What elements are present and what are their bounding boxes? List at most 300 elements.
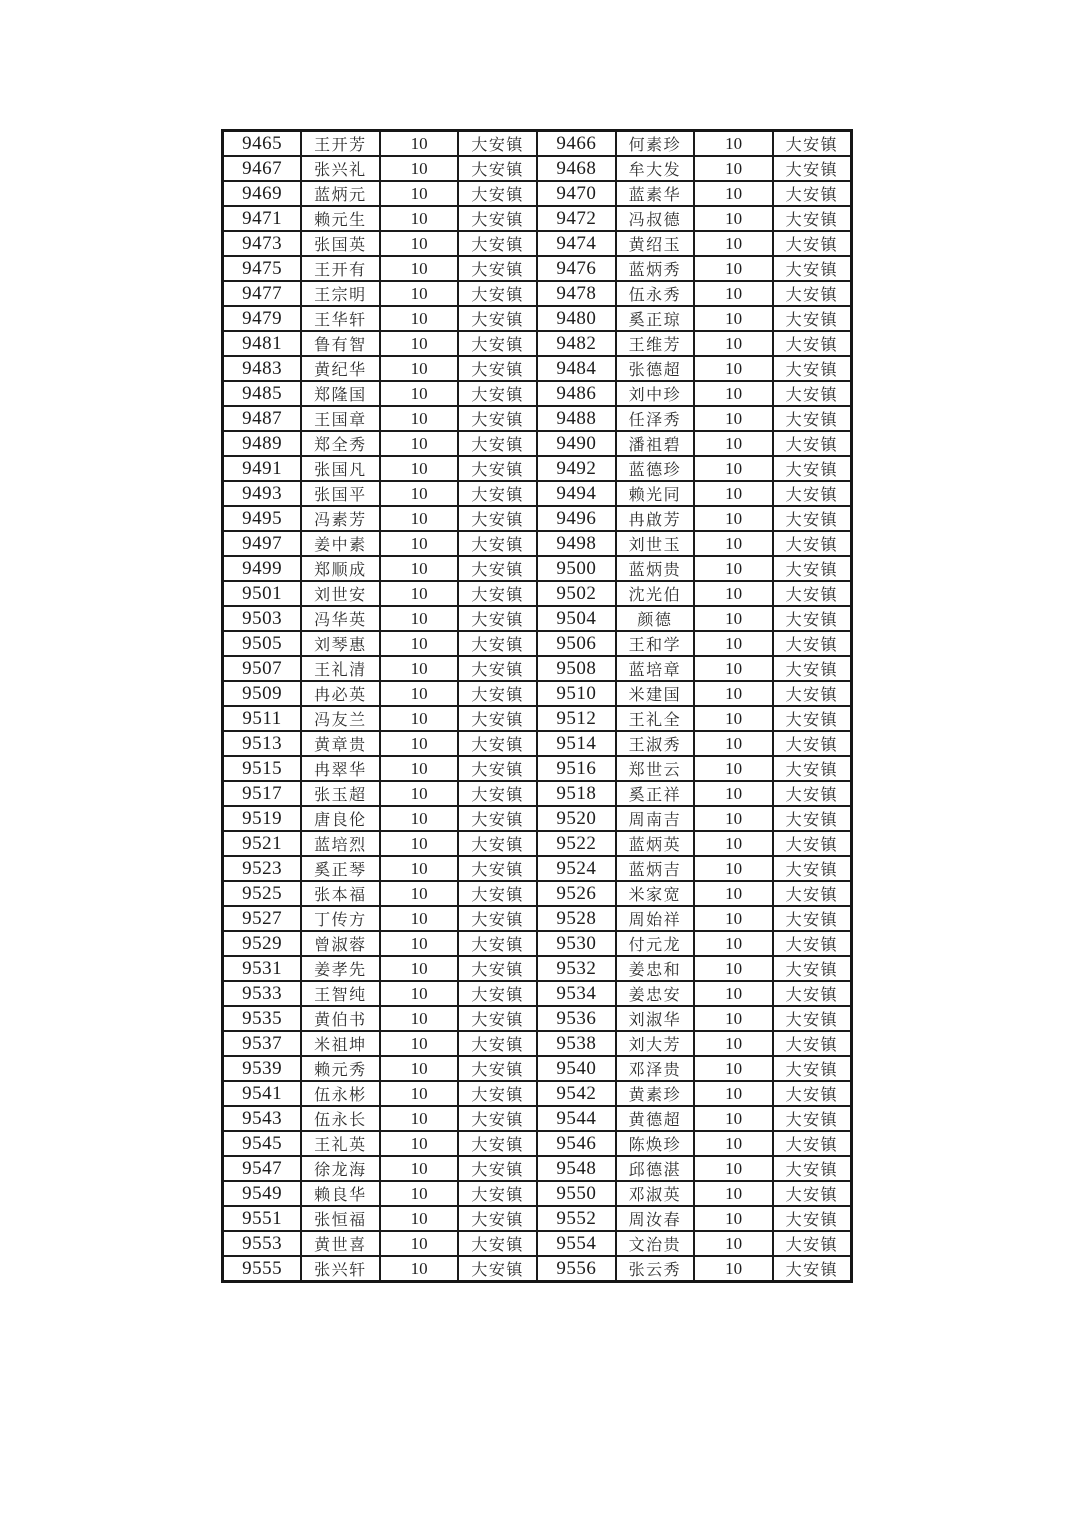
cell-id: 9496 — [537, 506, 616, 531]
cell-town: 大安镇 — [773, 756, 852, 781]
cell-quantity: 10 — [694, 381, 773, 406]
cell-name: 刘世安 — [301, 581, 380, 606]
cell-name: 冯素芳 — [301, 506, 380, 531]
table-row — [223, 231, 852, 256]
cell-town: 大安镇 — [458, 406, 537, 431]
cell-id: 9534 — [537, 981, 616, 1006]
cell-id: 9490 — [537, 431, 616, 456]
cell-quantity: 10 — [380, 706, 459, 731]
cell-town: 大安镇 — [773, 581, 852, 606]
cell-name: 黄章贵 — [301, 731, 380, 756]
cell-quantity: 10 — [694, 656, 773, 681]
cell-name: 邓泽贵 — [616, 1056, 695, 1081]
cell-name: 王宗明 — [301, 281, 380, 306]
cell-town: 大安镇 — [773, 831, 852, 856]
cell-quantity: 10 — [694, 481, 773, 506]
cell-id: 9530 — [537, 931, 616, 956]
table-row — [223, 256, 852, 281]
cell-name: 张国英 — [301, 231, 380, 256]
cell-quantity: 10 — [380, 581, 459, 606]
cell-name: 陈焕珍 — [616, 1131, 695, 1156]
cell-town: 大安镇 — [773, 1056, 852, 1081]
cell-name: 王维芳 — [616, 331, 695, 356]
cell-quantity: 10 — [694, 156, 773, 181]
cell-town: 大安镇 — [458, 1006, 537, 1031]
cell-name: 张玉超 — [301, 781, 380, 806]
cell-id: 9536 — [537, 1006, 616, 1031]
cell-town: 大安镇 — [773, 981, 852, 1006]
cell-quantity: 10 — [380, 1206, 459, 1231]
cell-quantity: 10 — [694, 256, 773, 281]
cell-name: 赖元秀 — [301, 1056, 380, 1081]
cell-town: 大安镇 — [458, 556, 537, 581]
cell-town: 大安镇 — [458, 256, 537, 281]
cell-id: 9480 — [537, 306, 616, 331]
cell-id: 9474 — [537, 231, 616, 256]
cell-town: 大安镇 — [458, 631, 537, 656]
cell-quantity: 10 — [694, 1006, 773, 1031]
cell-town: 大安镇 — [773, 956, 852, 981]
cell-name: 王礼全 — [616, 706, 695, 731]
cell-name: 张国凡 — [301, 456, 380, 481]
cell-name: 蓝炳元 — [301, 181, 380, 206]
cell-id: 9509 — [223, 681, 302, 706]
cell-town: 大安镇 — [458, 381, 537, 406]
cell-id: 9505 — [223, 631, 302, 656]
table-row — [223, 606, 852, 631]
table-row — [223, 331, 852, 356]
cell-id: 9478 — [537, 281, 616, 306]
cell-name: 丁传方 — [301, 906, 380, 931]
cell-quantity: 10 — [694, 581, 773, 606]
cell-quantity: 10 — [694, 881, 773, 906]
cell-quantity: 10 — [380, 1006, 459, 1031]
cell-name: 郑隆国 — [301, 381, 380, 406]
cell-id: 9546 — [537, 1131, 616, 1156]
cell-id: 9518 — [537, 781, 616, 806]
cell-name: 奚正琼 — [616, 306, 695, 331]
cell-town: 大安镇 — [458, 456, 537, 481]
table-row — [223, 906, 852, 931]
cell-id: 9471 — [223, 206, 302, 231]
cell-quantity: 10 — [380, 331, 459, 356]
cell-id: 9499 — [223, 556, 302, 581]
cell-quantity: 10 — [380, 956, 459, 981]
cell-name: 郑全秀 — [301, 431, 380, 456]
cell-quantity: 10 — [380, 306, 459, 331]
cell-town: 大安镇 — [458, 931, 537, 956]
cell-id: 9516 — [537, 756, 616, 781]
cell-quantity: 10 — [380, 356, 459, 381]
cell-town: 大安镇 — [458, 606, 537, 631]
cell-name: 曾淑蓉 — [301, 931, 380, 956]
cell-town: 大安镇 — [458, 481, 537, 506]
cell-name: 张恒福 — [301, 1206, 380, 1231]
cell-id: 9465 — [223, 131, 302, 157]
cell-name: 蓝培章 — [616, 656, 695, 681]
cell-name: 张云秀 — [616, 1256, 695, 1282]
cell-town: 大安镇 — [458, 1081, 537, 1106]
cell-town: 大安镇 — [458, 506, 537, 531]
cell-id: 9468 — [537, 156, 616, 181]
cell-id: 9494 — [537, 481, 616, 506]
cell-id: 9497 — [223, 531, 302, 556]
cell-id: 9545 — [223, 1131, 302, 1156]
cell-quantity: 10 — [694, 281, 773, 306]
cell-town: 大安镇 — [458, 231, 537, 256]
cell-id: 9517 — [223, 781, 302, 806]
cell-id: 9549 — [223, 1181, 302, 1206]
table-row — [223, 156, 852, 181]
cell-name: 蓝培烈 — [301, 831, 380, 856]
cell-name: 黄伯书 — [301, 1006, 380, 1031]
cell-town: 大安镇 — [458, 881, 537, 906]
cell-quantity: 10 — [694, 231, 773, 256]
cell-quantity: 10 — [694, 1106, 773, 1131]
cell-town: 大安镇 — [773, 556, 852, 581]
cell-name: 唐良伦 — [301, 806, 380, 831]
cell-name: 邱德湛 — [616, 1156, 695, 1181]
cell-id: 9535 — [223, 1006, 302, 1031]
cell-quantity: 10 — [694, 981, 773, 1006]
cell-id: 9485 — [223, 381, 302, 406]
cell-town: 大安镇 — [773, 681, 852, 706]
cell-name: 黄世喜 — [301, 1231, 380, 1256]
table-row — [223, 131, 852, 157]
cell-town: 大安镇 — [458, 706, 537, 731]
cell-quantity: 10 — [380, 406, 459, 431]
cell-town: 大安镇 — [458, 1156, 537, 1181]
cell-town: 大安镇 — [458, 206, 537, 231]
cell-id: 9551 — [223, 1206, 302, 1231]
table-row — [223, 1131, 852, 1156]
cell-town: 大安镇 — [773, 1031, 852, 1056]
table-row — [223, 381, 852, 406]
cell-quantity: 10 — [380, 681, 459, 706]
cell-id: 9483 — [223, 356, 302, 381]
cell-quantity: 10 — [694, 731, 773, 756]
cell-quantity: 10 — [380, 656, 459, 681]
cell-id: 9476 — [537, 256, 616, 281]
cell-name: 刘中珍 — [616, 381, 695, 406]
cell-quantity: 10 — [694, 131, 773, 157]
cell-name: 蓝炳吉 — [616, 856, 695, 881]
cell-town: 大安镇 — [773, 181, 852, 206]
cell-name: 王淑秀 — [616, 731, 695, 756]
cell-id: 9521 — [223, 831, 302, 856]
cell-id: 9508 — [537, 656, 616, 681]
cell-id: 9477 — [223, 281, 302, 306]
table-row — [223, 581, 852, 606]
cell-town: 大安镇 — [458, 831, 537, 856]
cell-town: 大安镇 — [458, 131, 537, 157]
roster-table-body — [223, 131, 852, 1282]
cell-id: 9524 — [537, 856, 616, 881]
cell-name: 潘祖碧 — [616, 431, 695, 456]
cell-quantity: 10 — [694, 456, 773, 481]
cell-id: 9466 — [537, 131, 616, 157]
cell-town: 大安镇 — [458, 1106, 537, 1131]
cell-quantity: 10 — [380, 856, 459, 881]
cell-quantity: 10 — [694, 181, 773, 206]
cell-town: 大安镇 — [773, 331, 852, 356]
table-row — [223, 806, 852, 831]
cell-quantity: 10 — [694, 756, 773, 781]
cell-quantity: 10 — [694, 781, 773, 806]
cell-id: 9500 — [537, 556, 616, 581]
cell-name: 王和学 — [616, 631, 695, 656]
cell-id: 9489 — [223, 431, 302, 456]
cell-quantity: 10 — [380, 1106, 459, 1131]
cell-name: 姜忠和 — [616, 956, 695, 981]
table-row — [223, 1181, 852, 1206]
cell-quantity: 10 — [694, 331, 773, 356]
cell-name: 刘大芳 — [616, 1031, 695, 1056]
cell-id: 9481 — [223, 331, 302, 356]
cell-quantity: 10 — [380, 831, 459, 856]
cell-town: 大安镇 — [458, 306, 537, 331]
cell-name: 伍永彬 — [301, 1081, 380, 1106]
cell-town: 大安镇 — [458, 656, 537, 681]
cell-town: 大安镇 — [773, 406, 852, 431]
cell-quantity: 10 — [694, 1156, 773, 1181]
cell-quantity: 10 — [380, 631, 459, 656]
cell-name: 王开有 — [301, 256, 380, 281]
cell-name: 颜德 — [616, 606, 695, 631]
cell-name: 郑世云 — [616, 756, 695, 781]
cell-town: 大安镇 — [773, 731, 852, 756]
cell-quantity: 10 — [694, 906, 773, 931]
table-row — [223, 706, 852, 731]
cell-quantity: 10 — [380, 431, 459, 456]
cell-town: 大安镇 — [773, 1231, 852, 1256]
cell-quantity: 10 — [694, 856, 773, 881]
cell-name: 张本福 — [301, 881, 380, 906]
cell-quantity: 10 — [380, 731, 459, 756]
table-row — [223, 756, 852, 781]
cell-name: 姜中素 — [301, 531, 380, 556]
cell-id: 9520 — [537, 806, 616, 831]
table-row — [223, 1081, 852, 1106]
table-row — [223, 631, 852, 656]
cell-quantity: 10 — [694, 1131, 773, 1156]
cell-town: 大安镇 — [458, 1231, 537, 1256]
cell-name: 黄德超 — [616, 1106, 695, 1131]
table-row — [223, 356, 852, 381]
cell-quantity: 10 — [694, 431, 773, 456]
cell-quantity: 10 — [380, 981, 459, 1006]
cell-town: 大安镇 — [773, 631, 852, 656]
cell-name: 赖光同 — [616, 481, 695, 506]
cell-town: 大安镇 — [773, 256, 852, 281]
cell-id: 9531 — [223, 956, 302, 981]
cell-name: 冯友兰 — [301, 706, 380, 731]
table-row — [223, 1056, 852, 1081]
cell-quantity: 10 — [694, 506, 773, 531]
cell-id: 9473 — [223, 231, 302, 256]
cell-quantity: 10 — [380, 456, 459, 481]
cell-town: 大安镇 — [773, 806, 852, 831]
cell-name: 奚正琴 — [301, 856, 380, 881]
roster-table — [221, 129, 853, 1283]
cell-quantity: 10 — [380, 131, 459, 157]
cell-id: 9541 — [223, 1081, 302, 1106]
table-row — [223, 531, 852, 556]
cell-quantity: 10 — [694, 606, 773, 631]
cell-name: 冯叔德 — [616, 206, 695, 231]
cell-quantity: 10 — [380, 381, 459, 406]
cell-id: 9552 — [537, 1206, 616, 1231]
cell-name: 何素珍 — [616, 131, 695, 157]
table-row — [223, 1206, 852, 1231]
cell-id: 9533 — [223, 981, 302, 1006]
cell-quantity: 10 — [694, 681, 773, 706]
cell-id: 9502 — [537, 581, 616, 606]
cell-quantity: 10 — [380, 206, 459, 231]
cell-town: 大安镇 — [773, 881, 852, 906]
cell-id: 9512 — [537, 706, 616, 731]
cell-town: 大安镇 — [773, 856, 852, 881]
cell-id: 9553 — [223, 1231, 302, 1256]
cell-quantity: 10 — [380, 1256, 459, 1282]
cell-town: 大安镇 — [773, 1006, 852, 1031]
cell-id: 9513 — [223, 731, 302, 756]
cell-quantity: 10 — [694, 556, 773, 581]
cell-quantity: 10 — [380, 556, 459, 581]
table-row — [223, 931, 852, 956]
cell-id: 9467 — [223, 156, 302, 181]
cell-town: 大安镇 — [773, 306, 852, 331]
cell-id: 9504 — [537, 606, 616, 631]
cell-name: 赖元生 — [301, 206, 380, 231]
cell-name: 郑顺成 — [301, 556, 380, 581]
cell-id: 9544 — [537, 1106, 616, 1131]
cell-quantity: 10 — [380, 481, 459, 506]
cell-quantity: 10 — [380, 781, 459, 806]
cell-id: 9538 — [537, 1031, 616, 1056]
cell-name: 米建国 — [616, 681, 695, 706]
cell-id: 9498 — [537, 531, 616, 556]
cell-quantity: 10 — [380, 1231, 459, 1256]
cell-id: 9492 — [537, 456, 616, 481]
cell-town: 大安镇 — [773, 656, 852, 681]
cell-name: 蓝素华 — [616, 181, 695, 206]
cell-quantity: 10 — [380, 1056, 459, 1081]
cell-town: 大安镇 — [773, 156, 852, 181]
cell-id: 9526 — [537, 881, 616, 906]
cell-quantity: 10 — [694, 956, 773, 981]
cell-name: 文治贵 — [616, 1231, 695, 1256]
table-row — [223, 506, 852, 531]
cell-id: 9532 — [537, 956, 616, 981]
cell-name: 张德超 — [616, 356, 695, 381]
cell-name: 张兴礼 — [301, 156, 380, 181]
cell-quantity: 10 — [380, 1031, 459, 1056]
cell-town: 大安镇 — [458, 581, 537, 606]
cell-id: 9511 — [223, 706, 302, 731]
cell-quantity: 10 — [380, 606, 459, 631]
cell-town: 大安镇 — [773, 1106, 852, 1131]
table-row — [223, 981, 852, 1006]
cell-town: 大安镇 — [773, 1131, 852, 1156]
cell-town: 大安镇 — [773, 906, 852, 931]
cell-id: 9543 — [223, 1106, 302, 1131]
cell-name: 徐龙海 — [301, 1156, 380, 1181]
cell-id: 9495 — [223, 506, 302, 531]
table-row — [223, 481, 852, 506]
cell-id: 9482 — [537, 331, 616, 356]
cell-id: 9537 — [223, 1031, 302, 1056]
cell-id: 9556 — [537, 1256, 616, 1282]
cell-quantity: 10 — [380, 881, 459, 906]
cell-quantity: 10 — [694, 631, 773, 656]
table-row — [223, 781, 852, 806]
cell-quantity: 10 — [380, 756, 459, 781]
table-row — [223, 281, 852, 306]
cell-town: 大安镇 — [458, 956, 537, 981]
cell-quantity: 10 — [694, 1206, 773, 1231]
cell-quantity: 10 — [380, 931, 459, 956]
cell-town: 大安镇 — [458, 331, 537, 356]
cell-town: 大安镇 — [773, 381, 852, 406]
table-row — [223, 656, 852, 681]
cell-id: 9484 — [537, 356, 616, 381]
cell-name: 周始祥 — [616, 906, 695, 931]
cell-id: 9475 — [223, 256, 302, 281]
table-row — [223, 1006, 852, 1031]
cell-town: 大安镇 — [773, 356, 852, 381]
cell-name: 鲁有智 — [301, 331, 380, 356]
cell-name: 牟大发 — [616, 156, 695, 181]
cell-quantity: 10 — [694, 406, 773, 431]
cell-id: 9529 — [223, 931, 302, 956]
cell-quantity: 10 — [380, 156, 459, 181]
cell-town: 大安镇 — [458, 731, 537, 756]
cell-quantity: 10 — [694, 706, 773, 731]
table-row — [223, 431, 852, 456]
cell-quantity: 10 — [694, 531, 773, 556]
table-row — [223, 681, 852, 706]
cell-name: 付元龙 — [616, 931, 695, 956]
cell-name: 黄绍玉 — [616, 231, 695, 256]
cell-town: 大安镇 — [458, 156, 537, 181]
cell-quantity: 10 — [694, 306, 773, 331]
cell-id: 9542 — [537, 1081, 616, 1106]
cell-quantity: 10 — [694, 931, 773, 956]
table-row — [223, 181, 852, 206]
cell-quantity: 10 — [694, 1231, 773, 1256]
cell-town: 大安镇 — [458, 1181, 537, 1206]
cell-quantity: 10 — [694, 1081, 773, 1106]
cell-name: 王智纯 — [301, 981, 380, 1006]
cell-name: 王开芳 — [301, 131, 380, 157]
cell-name: 蓝德珍 — [616, 456, 695, 481]
cell-town: 大安镇 — [773, 706, 852, 731]
cell-id: 9548 — [537, 1156, 616, 1181]
cell-id: 9506 — [537, 631, 616, 656]
cell-quantity: 10 — [380, 281, 459, 306]
cell-town: 大安镇 — [458, 1256, 537, 1282]
cell-name: 蓝炳英 — [616, 831, 695, 856]
cell-quantity: 10 — [380, 506, 459, 531]
cell-quantity: 10 — [380, 1131, 459, 1156]
cell-name: 冉翠华 — [301, 756, 380, 781]
table-row — [223, 406, 852, 431]
cell-town: 大安镇 — [773, 781, 852, 806]
cell-id: 9514 — [537, 731, 616, 756]
cell-town: 大安镇 — [773, 456, 852, 481]
cell-town: 大安镇 — [458, 181, 537, 206]
